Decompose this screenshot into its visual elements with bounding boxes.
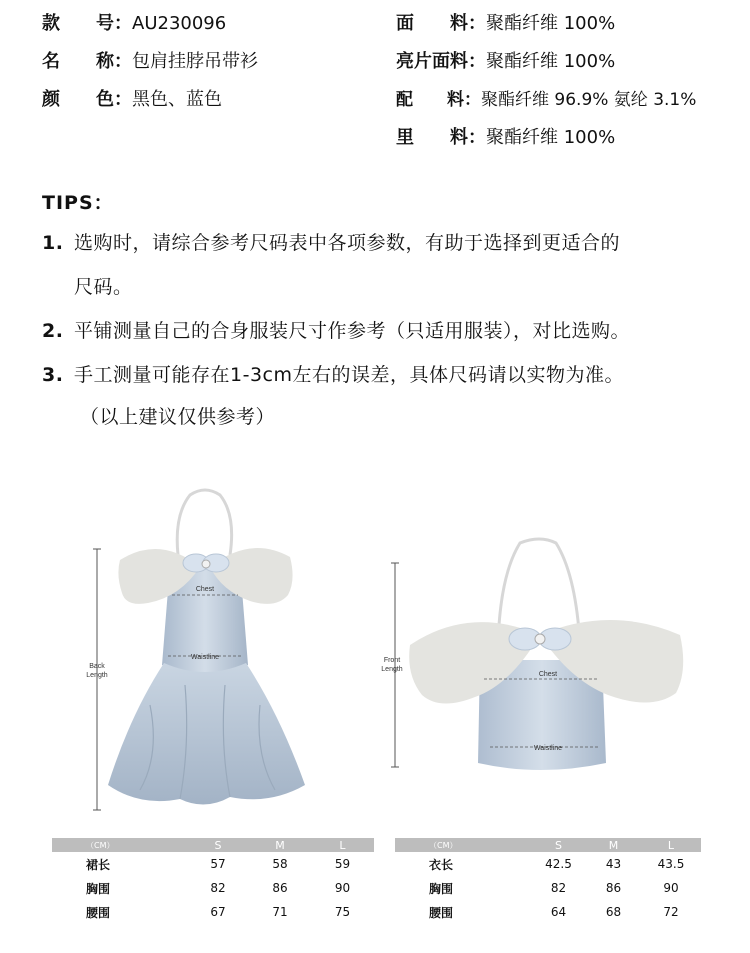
- table-cell: 58: [272, 857, 288, 871]
- spec-value: 包肩挂脖吊带衫: [132, 51, 258, 72]
- tip-text: 平铺测量自己的合身服装尺寸作参考（只适用服装），对比选购。: [74, 320, 631, 342]
- halter-strap-icon: [177, 490, 231, 555]
- row-label: 衣长: [429, 857, 454, 872]
- table-row: [52, 900, 374, 924]
- table-cell: 86: [272, 881, 288, 895]
- brooch-icon: [535, 634, 545, 644]
- table-row: [52, 852, 374, 876]
- size-header: L: [641, 838, 701, 852]
- spec-lining: [396, 126, 615, 150]
- spec-value: 聚酯纤维 100%: [486, 51, 616, 72]
- row-label: 腰围: [86, 905, 111, 920]
- table-cell: 67: [210, 905, 226, 919]
- spec-label: 亮片面料：: [396, 51, 486, 72]
- spec-fabric: [396, 12, 615, 36]
- row-label: 裙长: [86, 857, 111, 872]
- dress-photo: [80, 485, 340, 815]
- table-cell: 86: [605, 881, 622, 895]
- table-header-row: [52, 838, 374, 852]
- spec-value: 聚酯纤维 100%: [486, 13, 616, 34]
- skirt-icon: [108, 663, 305, 805]
- table-cell: 90: [334, 881, 351, 895]
- size-header: M: [586, 838, 641, 852]
- spec-name: [42, 50, 258, 74]
- table-cell: 42.5: [545, 857, 572, 871]
- tip-item-1: [42, 230, 620, 256]
- axis-label-line: Length: [381, 666, 403, 673]
- table-cell: 68: [605, 905, 622, 919]
- dress-chest-label: Chest: [195, 586, 215, 593]
- table-cell: 64: [550, 905, 567, 919]
- table-header-row: [395, 838, 701, 852]
- row-label: 胸围: [86, 881, 111, 896]
- tip-number: 3.: [42, 364, 64, 386]
- axis-label-line: Back: [89, 663, 105, 670]
- axis-label-line: Length: [86, 672, 108, 679]
- table-row: [395, 900, 701, 924]
- unit-header: （CM）: [395, 838, 531, 852]
- tips-title: TIPS：: [42, 192, 114, 214]
- table-cell: 71: [272, 905, 288, 919]
- tip-text-continued: （以上建议仅供参考）: [80, 406, 276, 428]
- front-length-label: [375, 656, 409, 674]
- row-label: 腰围: [429, 905, 454, 920]
- size-table-dress: [52, 838, 374, 924]
- table-row: [395, 876, 701, 900]
- size-table-top: [395, 838, 701, 924]
- brooch-icon: [202, 560, 210, 568]
- table-cell: 43.5: [657, 857, 685, 871]
- axis-label-line: Front: [383, 657, 401, 664]
- size-header: S: [187, 838, 249, 852]
- tip-text: 选购时，请综合参考尺码表中各项参数，有助于选择到更适合的: [74, 232, 621, 254]
- tip-text: 手工测量可能存在1-3cm左右的误差，具体尺码请以实物为准。: [74, 364, 624, 386]
- tip-number: 1.: [42, 232, 64, 254]
- spec-label: 款 号：: [42, 13, 132, 34]
- spec-value: 聚酯纤维 96.9% 氨纶 3.1%: [481, 90, 697, 110]
- size-header: L: [311, 838, 374, 852]
- tip-item-2: [42, 318, 630, 344]
- table-cell: 59: [334, 857, 351, 871]
- size-header: S: [531, 838, 586, 852]
- spec-label: 面 料：: [396, 13, 486, 34]
- table-row: [395, 852, 701, 876]
- dress-waist-label: Waistline: [190, 654, 220, 661]
- spec-style-number: [42, 12, 226, 36]
- table-cell: 57: [210, 857, 226, 871]
- size-header: M: [249, 838, 311, 852]
- table-cell: 82: [210, 881, 226, 895]
- back-length-label: [80, 662, 114, 680]
- table-row: [52, 876, 374, 900]
- top-waist-label: Waistline: [533, 745, 563, 752]
- tip-item-3: [42, 362, 624, 388]
- row-label: 胸围: [429, 881, 454, 896]
- unit-header: （CM）: [52, 838, 187, 852]
- tip-text-continued: 尺码。: [74, 276, 133, 298]
- spec-sequin-fabric: [396, 50, 615, 74]
- spec-label: 里 料：: [396, 127, 486, 148]
- spec-label: 配 料：: [396, 90, 481, 110]
- tip-number: 2.: [42, 320, 64, 342]
- table-cell: 82: [550, 881, 567, 895]
- top-photo: [380, 535, 700, 785]
- table-cell: 43: [605, 857, 622, 871]
- spec-color: [42, 88, 222, 112]
- spec-value: AU230096: [132, 13, 227, 34]
- spec-label: 名 称：: [42, 51, 132, 72]
- table-cell: 90: [663, 881, 679, 895]
- spec-value: 聚酯纤维 100%: [486, 127, 616, 148]
- top-chest-label: Chest: [538, 671, 558, 678]
- table-cell: 72: [663, 905, 679, 919]
- spec-accessory: [396, 88, 696, 112]
- table-cell: 75: [334, 905, 351, 919]
- spec-value: 黑色、蓝色: [132, 89, 222, 110]
- spec-label: 颜 色：: [42, 89, 132, 110]
